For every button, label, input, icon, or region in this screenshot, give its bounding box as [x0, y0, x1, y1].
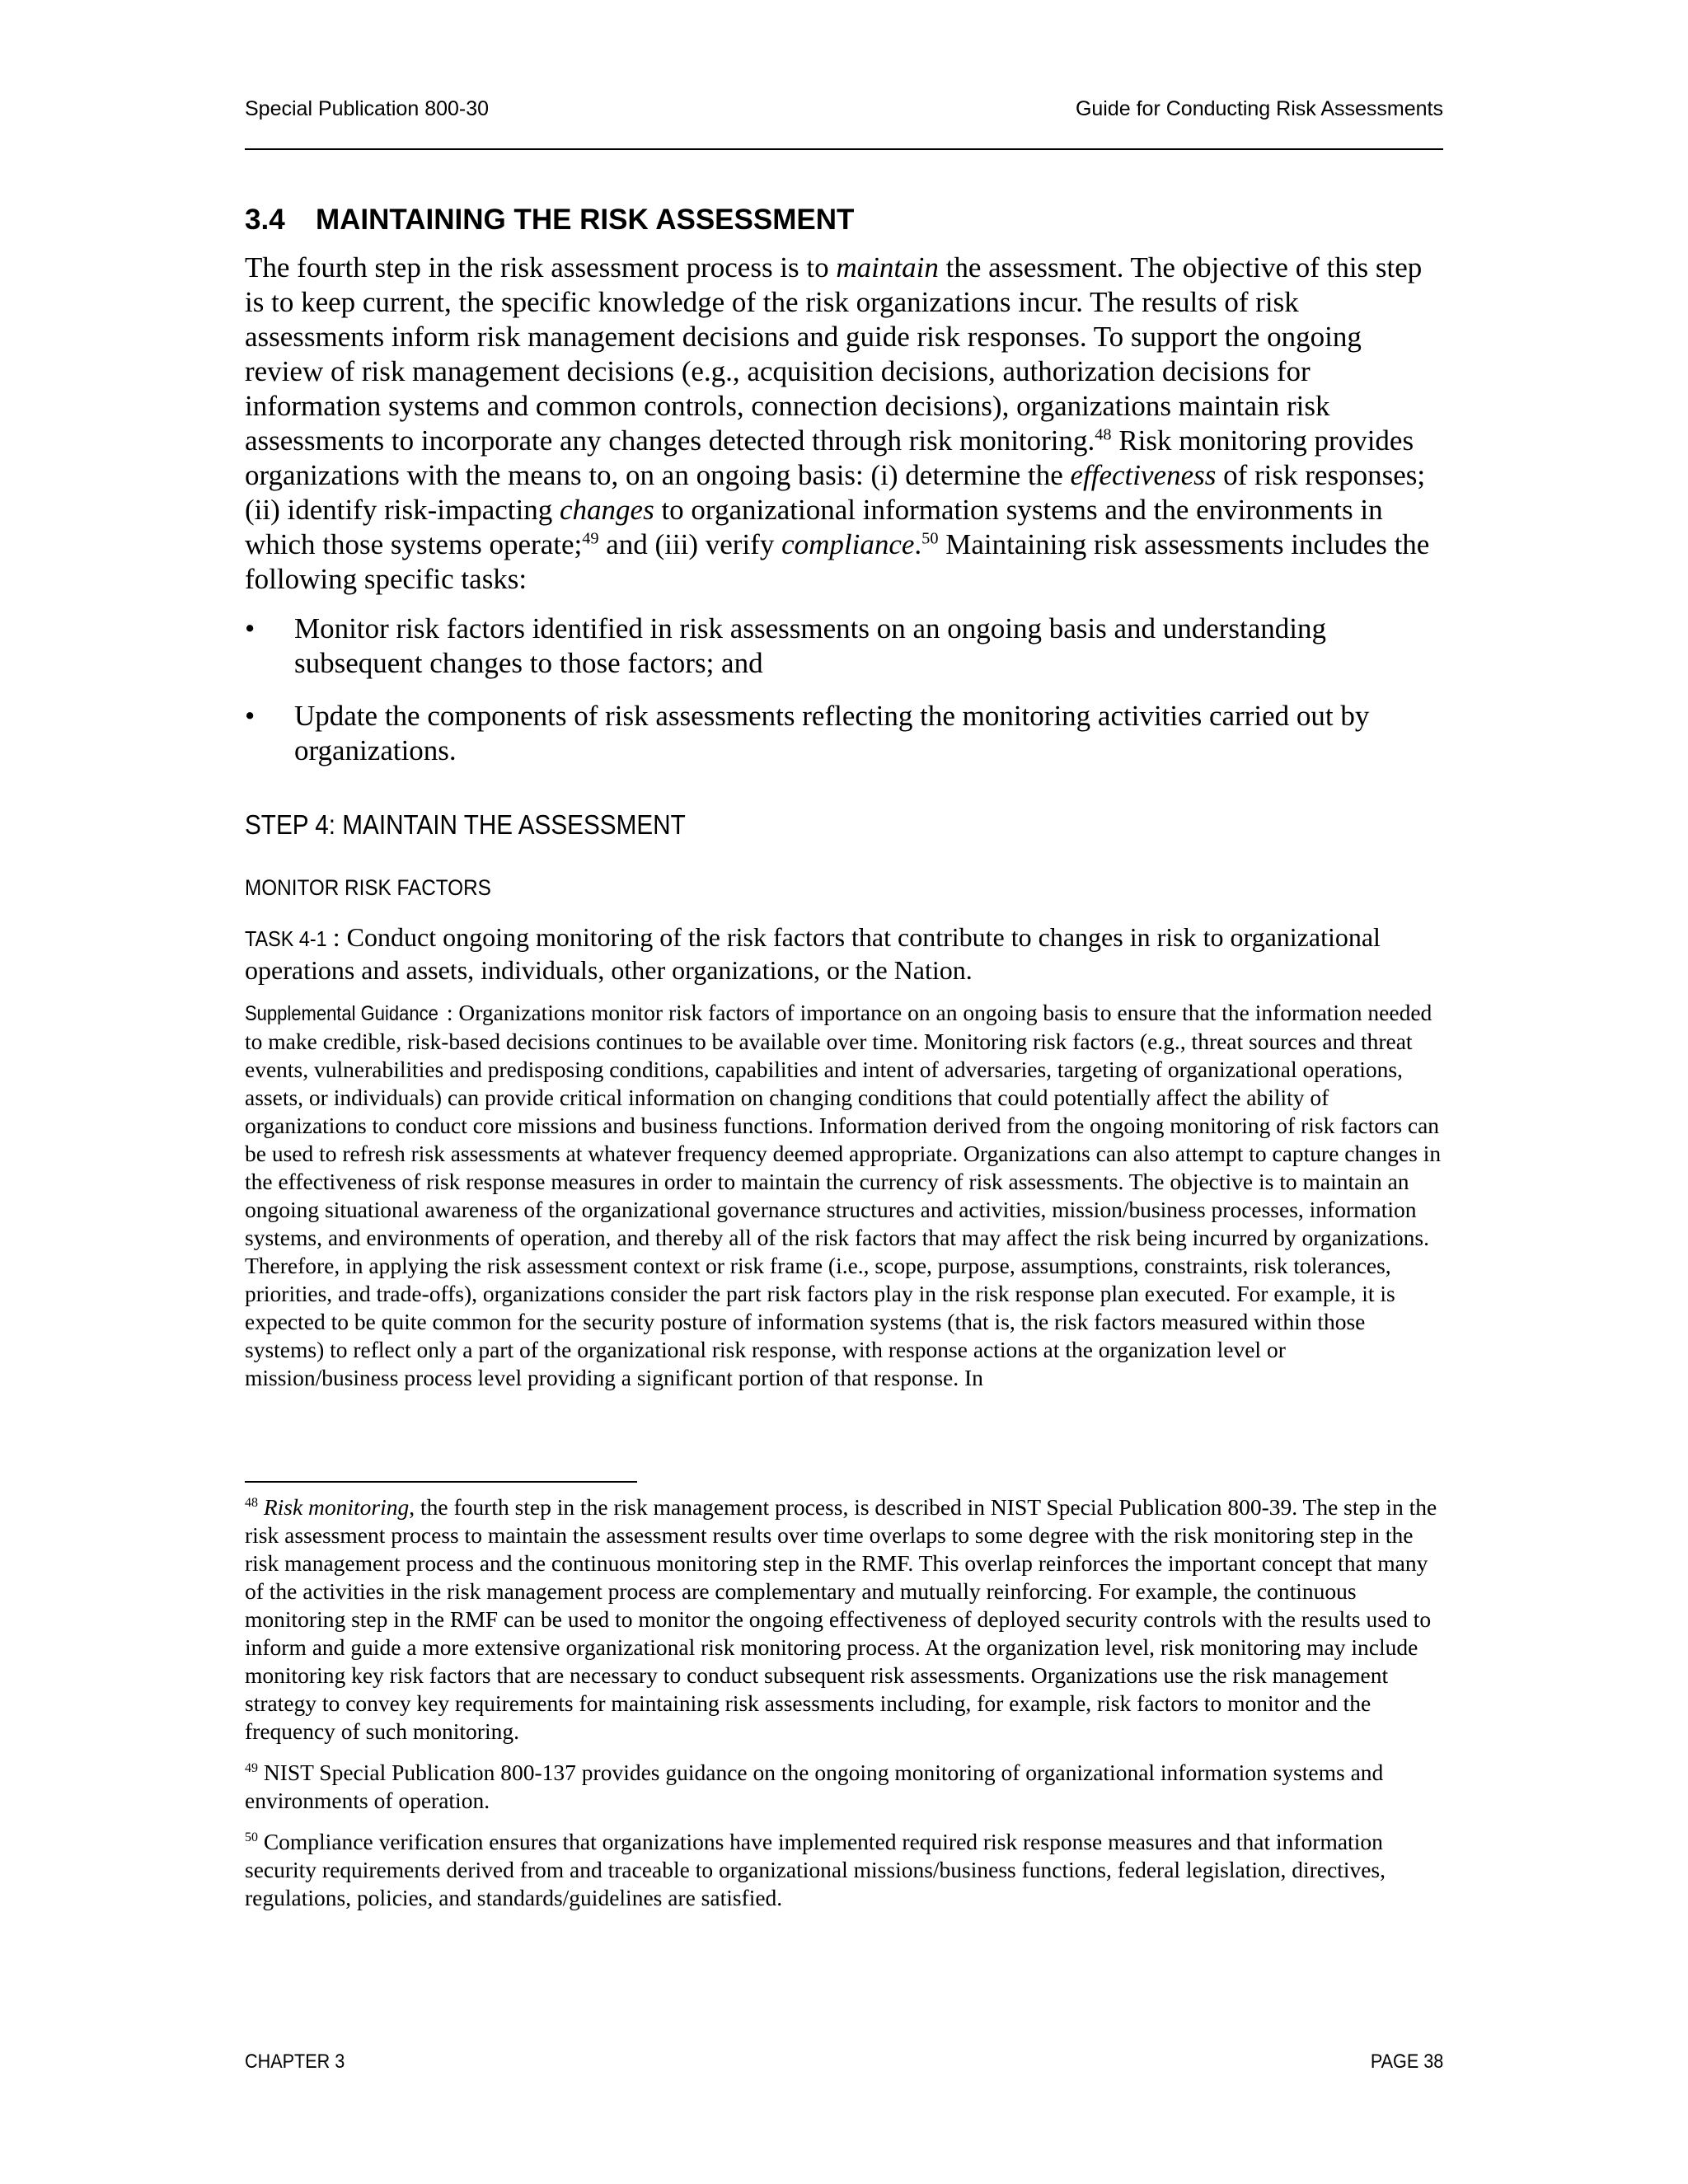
subheading: MONITOR RISK FACTORS	[245, 875, 491, 900]
footnote-text: Compliance verification ensures that organizations have implemented required risk response measures and that information security requirements derived from and traceable to organizational missions/business functions, federal legislation, directives, regulations, policies, and standards/guidelines are satisfied.	[245, 1829, 1386, 1910]
intro-text: .	[914, 528, 922, 560]
main-content	[245, 201, 1443, 1392]
intro-text: Risk monitoring provides organizations with the means to, on an ongoing basis: (i) determine the	[245, 424, 1414, 491]
supplemental-guidance	[245, 999, 1443, 1392]
page-header	[245, 97, 1443, 127]
section-title: MAINTAINING THE RISK ASSESSMENT	[316, 204, 855, 236]
step-heading: STEP 4: MAINTAIN THE ASSESSMENT	[245, 809, 686, 840]
intro-text: Maintaining risk assessments includes the following specific tasks:	[245, 528, 1430, 595]
footnote-48	[245, 1493, 1443, 1746]
header-guide-title: Guide for Conducting Risk Assessments	[1075, 97, 1443, 120]
intro-text: the assessment. The objective of this step is to keep current, the specific knowledge of the risk organizations incur. The results of risk assessments inform risk management decisions and guide risk responses. To support the ongoing review of risk management decisions (e.g., acquisition decisions, authorization decisions for information systems and common controls, connection decisions), organizations maintain risk assessments to incorporate any changes detected through risk monitoring.	[245, 251, 1423, 457]
footnote-49	[245, 1759, 1443, 1815]
footnote-ref-48[interactable]: 48	[1095, 425, 1112, 444]
header-publication: Special Publication 800-30	[245, 97, 490, 120]
task-label: TASK 4-1	[245, 926, 327, 951]
footnotes	[245, 1493, 1443, 1925]
list-item	[245, 699, 1443, 768]
footnote-text: , the fourth step in the risk management process, is described in NIST Special Publication 800-39. The step in the risk assessment process to maintain the assessment results over time overlaps to some degree with the risk monitoring step in the risk management process and the continuous monitoring step in the RMF. This overlap reinforces the important concept that many of the activities in the risk management process are complementary and mutually reinforcing. For example, the continuous monitoring step in the RMF can be used to monitor the ongoing effectiveness of deployed security controls with the results used to inform and guide a more extensive organizational risk monitoring process. At the organization level, risk monitoring may include monitoring key risk factors that are necessary to conduct subsequent risk assessments. Organizations use the risk management strategy to convey key requirements for maintaining risk assessments including, for example, risk factors to monitor and the frequency of such monitoring.	[245, 1494, 1437, 1744]
footnote-number: 49	[245, 1760, 258, 1775]
footnote-text: NIST Special Publication 800-137 provides guidance on the ongoing monitoring of organizational information systems and environments of operation.	[245, 1760, 1384, 1813]
footnote-number: 50	[245, 1830, 258, 1844]
task-text: : Conduct ongoing monitoring of the risk factors that contribute to changes in risk to organizational operations and assets, individuals, other organizations, or the Nation.	[245, 922, 1381, 985]
footnote-number: 48	[245, 1495, 258, 1510]
intro-paragraph	[245, 251, 1443, 597]
intro-text: to organizational information systems and the environments in which those systems operate;	[245, 494, 1383, 560]
bullet-icon: •	[245, 700, 256, 732]
bullet-text: Update the components of risk assessments reflecting the monitoring activities carried out by organizations.	[294, 700, 1370, 766]
intro-emphasis: changes	[560, 494, 654, 526]
task-bullet-list	[245, 612, 1443, 768]
intro-emphasis: effectiveness	[1070, 459, 1217, 491]
intro-emphasis: compliance	[781, 528, 915, 560]
footnote-rule	[245, 1481, 637, 1483]
intro-text: of risk responses; (ii) identify risk-impacting	[245, 459, 1426, 526]
section-heading	[245, 201, 1443, 239]
header-rule	[245, 148, 1443, 150]
supplemental-text: : Organizations monitor risk factors of importance on an ongoing basis to ensure that the information needed to make credible, risk-based decisions continues to be available over time. Monitoring risk factors (e.g., threat sources and threat events, vulnerabilities and predisposing conditions, capabilities and intent of adversaries, targeting of organizational operations, assets, or individuals) can provide critical information on changing conditions that could potentially affect the ability of organizations to conduct core missions and business functions. Information derived from the ongoing monitoring of risk factors can be used to refresh risk assessments at whatever frequency deemed appropriate. Organizations can also attempt to capture changes in the effectiveness of risk response measures in order to maintain the currency of risk assessments. The objective is to maintain an ongoing situational awareness of the organizational governance structures and activities, mission/business processes, information systems, and environments of operation, and thereby all of the risk factors that may affect the risk being incurred by organizations. Therefore, in applying the risk assessment context or risk frame (i.e., scope, purpose, assumptions, constraints, risk tolerances, priorities, and trade-offs), organizations consider the part risk factors play in the risk response plan executed. For example, it is expected to be quite common for the security posture of information systems (that is, the risk factors measured within those systems) to reflect only a part of the organizational risk response, with response actions at the organization level or mission/business process level providing a significant portion of that response. In	[245, 1000, 1442, 1390]
footer-page-number: PAGE 38	[1370, 2050, 1443, 2073]
section-number: 3.4	[245, 204, 285, 236]
footer-chapter: CHAPTER 3	[245, 2050, 345, 2073]
supplemental-label: Supplemental Guidance	[245, 1002, 438, 1025]
bullet-text: Monitor risk factors identified in risk assessments on an ongoing basis and understanding subsequent changes to those factors; and	[294, 612, 1327, 679]
intro-text: The fourth step in the risk assessment process is to	[245, 251, 837, 284]
intro-text: and (iii) verify	[598, 528, 782, 560]
footnote-ref-49[interactable]: 49	[582, 529, 599, 548]
footnote-ref-50[interactable]: 50	[921, 529, 939, 548]
page-footer	[245, 2050, 1443, 2080]
footnote-emphasis: Risk monitoring	[263, 1494, 410, 1520]
bullet-icon: •	[245, 612, 256, 644]
task-paragraph	[245, 921, 1443, 986]
list-item	[245, 612, 1443, 681]
intro-emphasis: maintain	[836, 251, 939, 284]
footnote-50	[245, 1828, 1443, 1912]
